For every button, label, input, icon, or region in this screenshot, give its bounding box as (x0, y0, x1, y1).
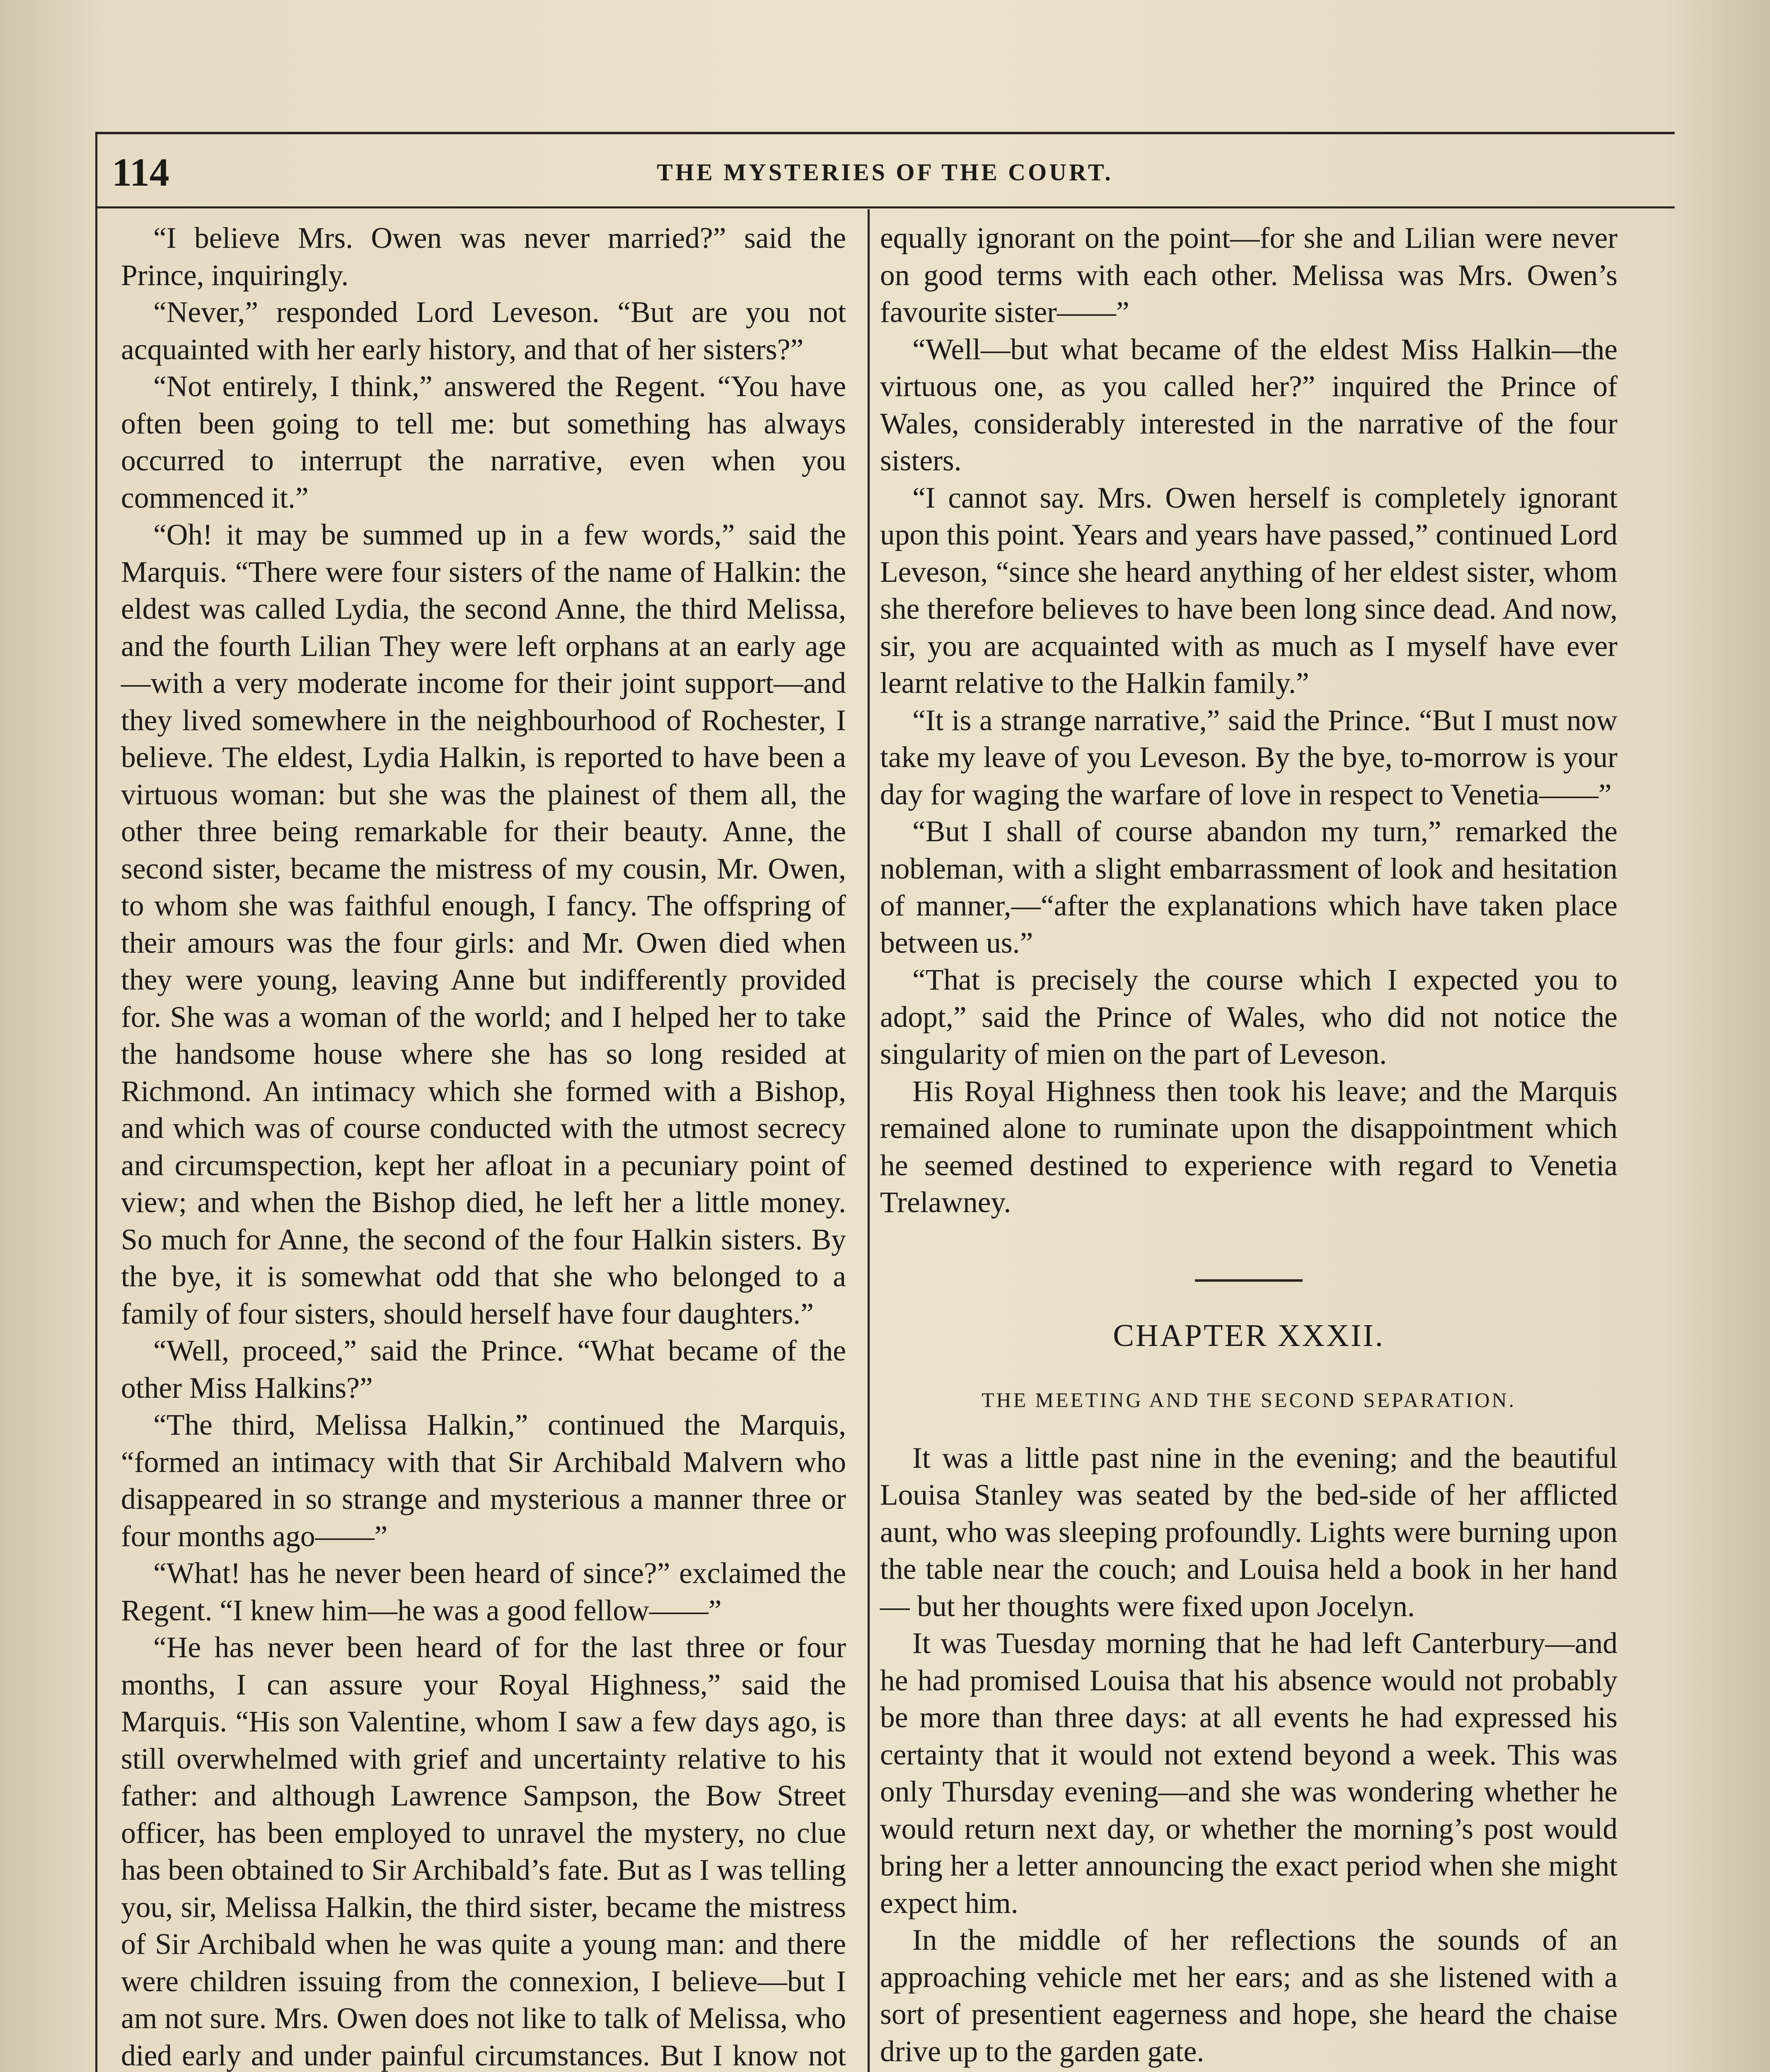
paragraph (880, 2070, 1618, 2072)
header-rule (95, 206, 1675, 208)
column-divider (868, 209, 870, 2072)
paragraph: “Not entirely, I think,” answered the Regent. “You have often been going to tell me: but something has always occurred to interrupt the narrative, even when you commenced it.” (121, 370, 846, 514)
paragraph: His Royal Highness then took his leave; and the Marquis remained alone to ruminate upon the disappointment which he seemed destined to experience with regard to Venetia Trelawney. (880, 1075, 1618, 1219)
paragraph: “That is precisely the course which I expected you to adopt,” said the Prince of Wales, who did not notice the singularity of mien on the part of Leveson. (880, 963, 1618, 1070)
running-title: THE MYSTERIES OF THE COURT. (657, 158, 1113, 186)
paragraph: equally ignorant on the point—for she and Lilian were never on good terms with each other. Melissa was Mrs. Owen’s favourite sister——” (880, 222, 1618, 329)
paragraph: “Never,” responded Lord Leveson. “But are you not acquainted with her early history, and that of her sisters?” (121, 296, 846, 366)
page-number: 114 (112, 150, 169, 194)
left-column (121, 220, 846, 2072)
top-rule (95, 132, 1675, 134)
chapter-subtitle: THE MEETING AND THE SECOND SEPARATION. (981, 1388, 1516, 1411)
paragraph: It was Tuesday morning that he had left Canterbury—and he had promised Louisa that his absence would not probably be more than three days: at all events he had expressed his certainty that it would not extend beyond a week. This was only Thursday evening—and she was wondering whether he would return next day, or whether the morning’s post would bring her a letter announcing the exact period when she might expect him. (880, 1627, 1618, 1920)
paragraph: “The third, Melissa Halkin,” continued the Marquis, “formed an intimacy with that Sir Archibald Malvern who disappeared in so strange and mysterious a manner three or four months ago——” (121, 1409, 846, 1553)
paragraph: “What! has he never been heard of since?” exclaimed the Regent. “I knew him—he was a good fellow——” (121, 1557, 846, 1627)
paragraph: “Well—but what became of the eldest Miss Halkin—the virtuous one, as you called her?” inquired the Prince of Wales, considerably interested in the narrative of the four sisters. (880, 333, 1618, 477)
paragraph: “I cannot say. Mrs. Owen herself is completely ignorant upon this point. Years and years have passed,” continued Lord Leveson, “since she heard anything of her eldest sister, whom she therefore believes to have been long since dead. And now, sir, you are acquainted with as much as I myself have ever learnt relative to the Halkin family.” (880, 481, 1618, 700)
left-border-rule (95, 132, 97, 2072)
section-divider (1195, 1279, 1303, 1282)
paragraph: “Oh! it may be summed up in a few words,” said the Marquis. “There were four sisters of the name of Halkin: the eldest was called Lydia, the second Anne, the third Melissa, and the fourth Lilian They were left orphans at an early age—with a very moderate income for their joint support—and they lived somewhere in the neighbourhood of Rochester, I believe. The eldest, Lydia Halkin, is reported to have been a virtuous woman: but she was the plainest of them all, the other three being remarkable for their beauty. Anne, the second sister, became the mistress of my cousin, Mr. Owen, to whom she was faithful enough, I fancy. The offspring of their amours was the four girls: and Mr. Owen died when they were young, leaving Anne but indifferently provided for. She was a woman of the world; and I helped her to take the handsome house where she has so long resided at Richmond. An intimacy which she formed with a Bishop, and which was of course conducted with the utmost secrecy and circumspection, kept her afloat in a pecuniary point of view; and when the Bishop died, he left her a little money. So much for Anne, the second of the four Halkin sisters. By the bye, it is somewhat odd that she who belonged to a family of four sisters, should herself have four daughters.” (121, 518, 846, 1330)
paragraph: “It is a strange narrative,” said the Prince. “But I must now take my leave of you Leveson. By the bye, to-morrow is your day for waging the warfare of love in respect to Venetia——” (880, 704, 1618, 811)
page-header (112, 147, 1658, 197)
chapter-title: CHAPTER XXXII. (1113, 1318, 1385, 1353)
paragraph: It was a little past nine in the evening; and the beautiful Louisa Stanley was seated by the bed-side of her afflicted aunt, who was sleeping profoundly. Lights were burning upon the table near the couch; and Louisa held a book in her hand — but her thoughts were fixed upon Jocelyn. (880, 1441, 1618, 1623)
right-column (880, 220, 1618, 2072)
paragraph: “He has never been heard of for the last three or four months, I can assure your Royal Highness,” said the Marquis. “His son Valentine, whom I saw a few days ago, is still overwhelmed with grief and uncertainty relative to his father: and although Lawrence Sampson, the Bow Street officer, has been employed to unravel the mystery, no clue has been obtained to Sir Archibald’s fate. But as I was telling you, sir, Melissa Halkin, the third sister, became the mistress of Sir Archibald when he was quite a young man: and there were children issuing from the connexion, I believe—but I am not sure. Mrs. Owen does not like to talk of Melissa, who died early and under painful circumstances. But I know not (121, 1631, 846, 2072)
paragraph: “But I shall of course abandon my turn,” remarked the nobleman, with a slight embarrassment of look and hesitation of manner,—“after the explanations which have taken place between us.” (880, 815, 1618, 959)
paragraph: “I believe Mrs. Owen was never married?” said the Prince, inquiringly. (121, 222, 846, 292)
paragraph: “Well, proceed,” said the Prince. “What became of the other Miss Halkins?” (121, 1334, 846, 1404)
paragraph: In the middle of her reflections the sounds of an approaching vehicle met her ears; and as she listened with a sort of presentient eagerness and hope, she heard the chaise drive up to the garden gate. (880, 1924, 1618, 2068)
